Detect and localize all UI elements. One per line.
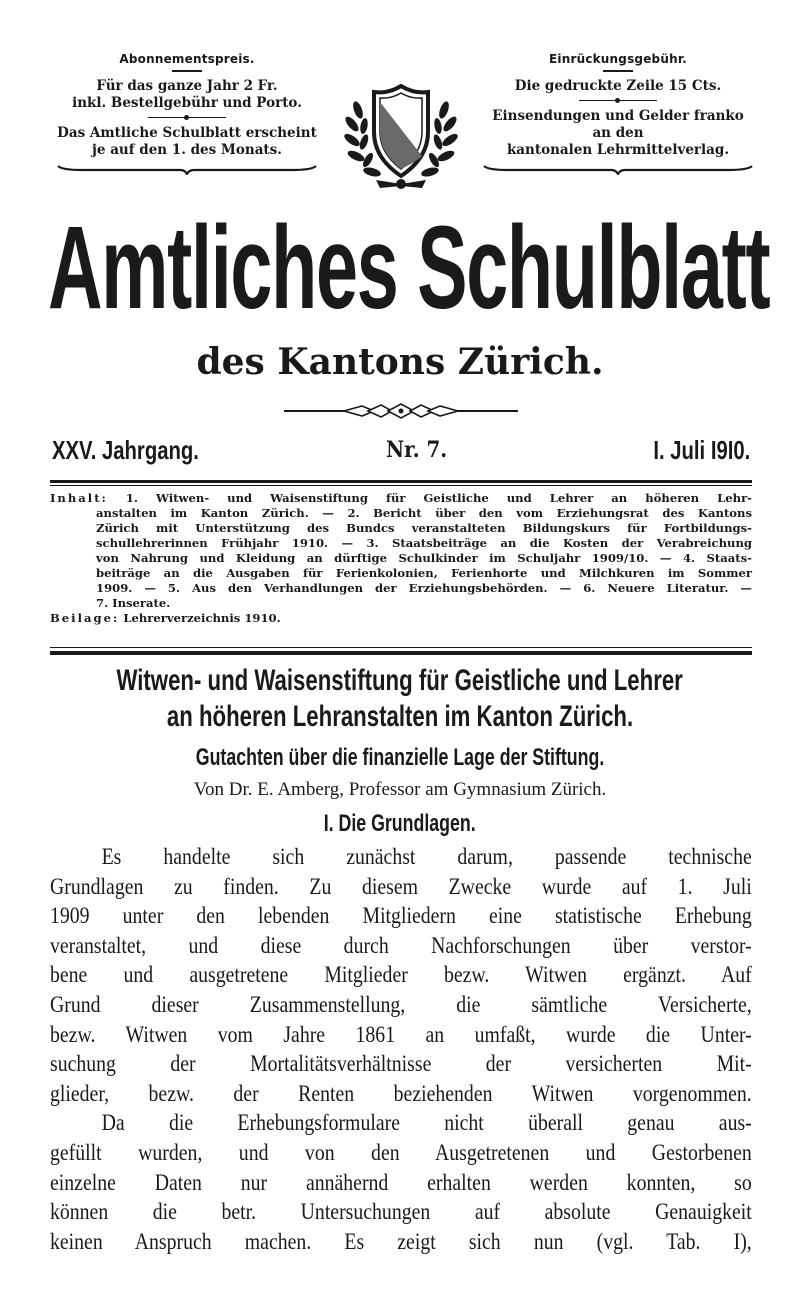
body-line: Es handelte sich zunächst darum, passende technische: [101, 844, 752, 869]
issue-info: [52, 435, 750, 469]
divider: [603, 70, 633, 72]
masthead-subtitle: des Kantons Zürich.: [196, 341, 604, 383]
issue-date: I. Juli I9I0.: [653, 435, 750, 465]
advertising-fee-line: Die gedruckte Zeile 15 Cts.: [514, 78, 722, 94]
masthead-title: Amtliches Schulblatt: [48, 202, 770, 334]
zurich-crest-icon: [336, 80, 466, 195]
masthead-title-container: [0, 202, 800, 334]
body-line: einzelne Daten nur annähernd erhalten werden konnten, so: [50, 1169, 752, 1195]
issue-number: Nr. 7.: [386, 437, 448, 463]
body-line: bezw. Witwen vom Jahre 1861 an umfaßt, wurde die Unter-: [50, 1021, 752, 1047]
subscription-price-header: Abonnementspreis.: [119, 52, 255, 66]
contents-line: schullehrerinnen Frühjahr 1910. — 3. Staatsbeiträge an die Kosten der Verabreichung: [96, 536, 752, 550]
contents-line: anstalten im Kanton Zürich. — 2. Bericht über den vom Erziehungsrat des Kantons: [96, 506, 752, 520]
contents-line: beiträge an die Ausgaben für Ferienkolonien, Ferienhorte und Milchkuren im Sommer: [96, 566, 752, 580]
subscription-price-line: Für das ganze Jahr 2 Fr.: [96, 78, 278, 94]
body-line: Da die Erhebungsformulare nicht überall genau aus-: [101, 1110, 752, 1136]
divider: [172, 70, 202, 72]
article-title-line: Witwen- und Waisenstiftung für Geistliche und Lehrer: [116, 664, 684, 697]
brace-divider-icon: [52, 165, 322, 175]
subscription-price-box: [52, 52, 322, 175]
body-line: glieder, bezw. der Renten beziehenden Witwen vorgenommen.: [50, 1080, 752, 1106]
table-of-contents: [50, 491, 752, 626]
thick-rule: [50, 480, 752, 483]
section-heading: I. Die Grundlagen.: [324, 810, 476, 837]
submission-note-line: kantonalen Lehrmittelverlag.: [506, 142, 730, 158]
body-line: keinen Anspruch machen. Es zeigt sich nun (vgl. Tab. I),: [50, 1228, 752, 1254]
brace-divider-icon: [478, 165, 758, 175]
contents-label: Inhalt:: [50, 491, 108, 505]
ornament-divider-icon: [284, 402, 518, 420]
body-line: 1909 unter den lebenden Mitgliedern eine statistische Erhebung: [50, 903, 752, 929]
supplement-text: Lehrerverzeichnis 1910.: [123, 611, 281, 625]
body-line: veranstaltet, und diese durch Nachforschungen über verstor-: [50, 932, 752, 958]
advertising-fee-header: Einrückungsgebühr.: [549, 52, 687, 66]
body-line: gefüllt wurden, und von den Ausgetretenen und Gestorbenen: [50, 1139, 752, 1165]
submission-note-line: an den: [592, 125, 644, 141]
body-line: suchung der Mortalitätsverhältnisse der versicherten Mit-: [50, 1051, 752, 1077]
thick-rule: [50, 651, 752, 655]
article-title-line: an höheren Lehranstalten im Kanton Zürich.: [166, 700, 634, 733]
body-line: bene und ausgetretene Mitglieder bezw. Witwen ergänzt. Auf: [50, 962, 752, 988]
body-line: Grundlagen zu finden. Zu diesem Zwecke wurde auf 1. Juli: [50, 873, 752, 899]
article-subtitle: Gutachten über die finanzielle Lage der Stiftung.: [195, 744, 605, 771]
advertising-fee-box: [478, 52, 758, 175]
contents-line: 1909. — 5. Aus den Verhandlungen der Erziehungsbehörden. — 6. Neuere Literatur. —: [96, 581, 752, 595]
contents-line: Zürich mit Unterstützung des Bundcs veranstalteten Bildungskurs für Fortbildungs-: [96, 521, 752, 535]
supplement-label: Beilage:: [50, 611, 120, 625]
thin-rule: [50, 485, 752, 486]
dot-divider-icon: [148, 114, 226, 122]
contents-line: 7. Inserate.: [96, 596, 171, 610]
dot-divider-icon: [579, 97, 657, 105]
contents-line: von Nahrung und Kleidung an dürftige Schulkinder im Schuljahr 1909/10. — 4. Staats-: [96, 551, 752, 565]
subscription-price-line: inkl. Bestellgebühr und Porto.: [72, 95, 302, 111]
submission-note-line: Einsendungen und Gelder franko: [492, 108, 744, 124]
article-body: [50, 842, 752, 1256]
body-line: Grund dieser Zusammenstellung, die sämtliche Versicherte,: [50, 991, 752, 1017]
article-byline: Von Dr. E. Amberg, Professor am Gymnasium Zürich.: [193, 779, 607, 800]
thin-rule: [50, 647, 752, 648]
body-line: können die betr. Untersuchungen auf absolute Genauigkeit: [50, 1199, 752, 1225]
volume-label: XXV. Jahrgang.: [52, 435, 199, 465]
publication-note-line: Das Amtliche Schulblatt erscheint: [57, 125, 317, 141]
publication-note-line: je auf den 1. des Monats.: [92, 142, 282, 158]
contents-line: 1. Witwen- und Waisenstiftung für Geistliche und Lehrer an höheren Lehr-: [125, 491, 752, 505]
